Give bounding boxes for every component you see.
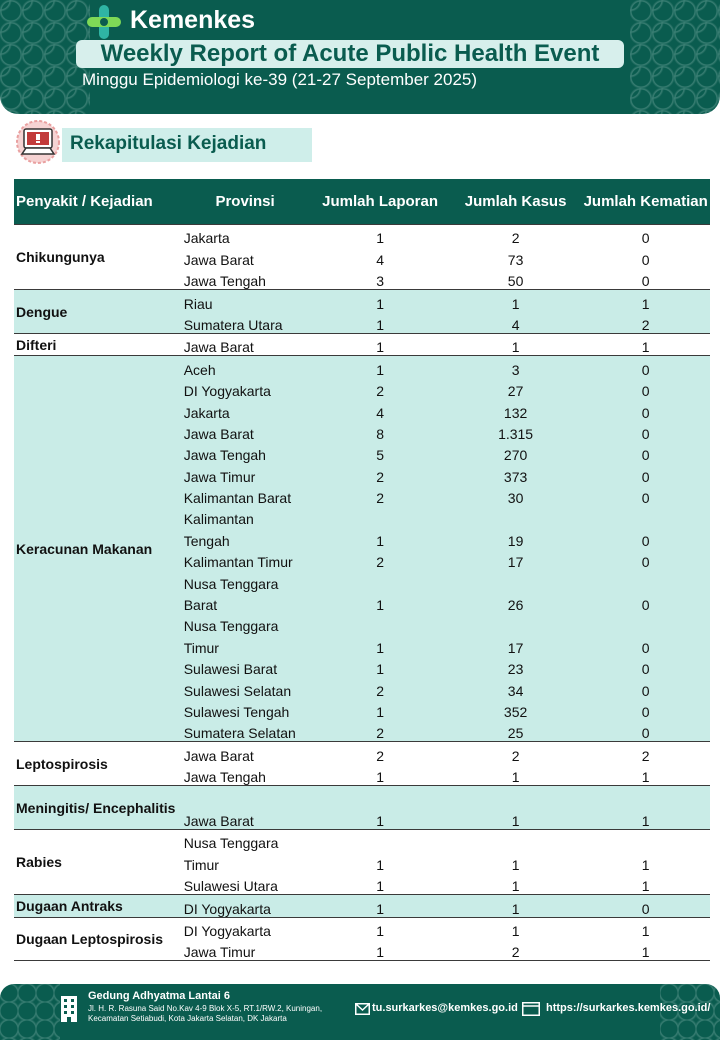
province-cell: Barat — [180, 592, 311, 613]
table-row — [14, 356, 710, 378]
laporan-cell: 1 — [310, 634, 449, 655]
kemenkes-logo-icon — [86, 4, 122, 40]
province-cell: Sulawesi Utara — [183, 878, 278, 895]
kasus-cell: 1 — [450, 290, 582, 312]
table-row — [14, 917, 710, 939]
province-cell: Timur — [180, 634, 311, 655]
province-cell: Kalimantan Barat — [180, 485, 311, 506]
kasus-cell — [450, 786, 582, 808]
kematian-cell: 2 — [581, 742, 710, 764]
province-cell: Kalimantan — [180, 506, 311, 527]
footer-building: Gedung Adhyatma Lantai 6 — [88, 990, 231, 1002]
kasus-cell: 4 — [450, 312, 582, 334]
header-jumlah-kematian: Jumlah Kematian — [581, 179, 710, 225]
kasus-cell: 73 — [507, 251, 524, 268]
laporan-cell: 2 — [310, 720, 449, 742]
laporan-cell: 2 — [310, 549, 449, 570]
kasus-cell: 373 — [450, 463, 582, 484]
kematian-cell: 0 — [581, 399, 710, 420]
kasus-cell: 1.315 — [450, 421, 582, 442]
province-cell: Sumatera Selatan — [180, 720, 311, 742]
laporan-cell: 4 — [310, 399, 449, 420]
section-title: Rekapitulasi Kejadian — [70, 133, 267, 154]
kematian-cell: 1 — [641, 878, 650, 895]
laporan-cell: 1 — [310, 699, 449, 720]
kematian-cell: 1 — [641, 944, 650, 961]
province-cell: Jawa Timur — [183, 944, 256, 961]
building-icon — [60, 995, 78, 1023]
province-cell: Nusa Tenggara — [180, 570, 311, 591]
kasus-cell — [450, 570, 582, 591]
kematian-cell — [581, 829, 710, 851]
kasus-cell: 23 — [450, 656, 582, 677]
kematian-cell: 0 — [581, 527, 710, 548]
laporan-cell: 1 — [310, 656, 449, 677]
kematian-cell: 0 — [581, 634, 710, 655]
disease-name: Rabies — [14, 829, 180, 894]
kematian-cell: 1 — [581, 333, 710, 355]
kasus-cell: 1 — [511, 769, 520, 786]
disease-name: Dengue — [14, 290, 180, 334]
report-footer — [0, 984, 720, 1040]
laporan-cell: 1 — [376, 856, 384, 873]
laporan-cell — [310, 613, 449, 634]
kasus-cell: 1 — [450, 917, 582, 939]
laporan-cell: 1 — [310, 356, 449, 378]
report-subtitle: Minggu Epidemiologi ke-39 (21-27 September 2025) — [82, 70, 478, 89]
kasus-cell: 17 — [450, 634, 582, 655]
kematian-cell: 1 — [581, 290, 710, 312]
laporan-cell: 2 — [310, 742, 449, 764]
table-body — [14, 225, 710, 961]
kematian-cell: 0 — [581, 421, 710, 442]
laporan-cell: 1 — [310, 333, 449, 355]
footer-email[interactable]: tu.surkarkes@kemkes.go.id — [372, 1002, 518, 1014]
province-cell: Sulawesi Barat — [180, 656, 311, 677]
laporan-cell — [310, 570, 449, 591]
kematian-cell: 1 — [581, 808, 710, 830]
laporan-cell: 1 — [310, 527, 449, 548]
province-cell: Jawa Timur — [180, 463, 311, 484]
kematian-cell: 0 — [581, 592, 710, 613]
province-cell: Nusa Tenggara — [180, 829, 311, 851]
province-cell: Sumatera Utara — [180, 312, 311, 334]
brand-name: Kemenkes — [130, 6, 256, 34]
laporan-cell: 1 — [376, 769, 384, 786]
header-provinsi: Provinsi — [180, 179, 311, 225]
table-row — [14, 829, 710, 851]
kasus-cell: 1 — [450, 895, 582, 917]
province-cell: Tengah — [180, 527, 311, 548]
laporan-cell — [310, 506, 449, 527]
browser-icon — [522, 1002, 540, 1016]
kasus-cell: 2 — [450, 225, 582, 247]
kematian-cell: 0 — [581, 442, 710, 463]
kematian-cell — [581, 570, 710, 591]
kasus-cell: 50 — [507, 273, 524, 290]
report-title: Weekly Report of Acute Public Health Event — [76, 40, 624, 68]
kasus-cell — [450, 613, 582, 634]
laporan-cell: 8 — [310, 421, 449, 442]
province-cell: Nusa Tenggara — [180, 613, 311, 634]
report-header — [0, 0, 720, 114]
kasus-cell: 3 — [450, 356, 582, 378]
kematian-cell: 0 — [581, 549, 710, 570]
province-cell: Sulawesi Tengah — [180, 699, 311, 720]
laporan-cell: 1 — [310, 592, 449, 613]
laporan-cell: 2 — [310, 485, 449, 506]
province-cell: Riau — [180, 290, 311, 312]
province-cell: Jawa Barat — [183, 251, 254, 268]
kematian-cell — [581, 613, 710, 634]
kematian-cell: 0 — [581, 656, 710, 677]
kasus-cell: 2 — [511, 944, 520, 961]
monitor-alert-icon — [14, 120, 62, 166]
header-penyakit: Penyakit / Kejadian — [14, 179, 180, 225]
kasus-cell: 132 — [450, 399, 582, 420]
header-jumlah-laporan: Jumlah Laporan — [310, 179, 449, 225]
laporan-cell: 2 — [310, 463, 449, 484]
batik-ornament-right — [630, 0, 720, 114]
province-cell: DI Yogyakarta — [180, 378, 311, 399]
disease-name: Chikungunya — [14, 225, 180, 290]
kematian-cell: 0 — [581, 720, 710, 742]
kasus-cell: 1 — [450, 333, 582, 355]
kematian-cell: 0 — [581, 485, 710, 506]
laporan-cell: 1 — [310, 312, 449, 334]
province-cell: Jawa Tengah — [183, 273, 266, 290]
table-row — [14, 895, 710, 917]
province-cell: Timur — [183, 856, 219, 873]
province-cell: DI Yogyakarta — [180, 917, 311, 939]
province-cell: Jawa Tengah — [180, 442, 311, 463]
kasus-cell: 30 — [450, 485, 582, 506]
kematian-cell: 0 — [641, 251, 650, 268]
footer-ornament-left — [0, 984, 60, 1040]
laporan-cell: 2 — [310, 677, 449, 698]
laporan-cell: 1 — [310, 895, 449, 917]
kasus-cell: 27 — [450, 378, 582, 399]
kematian-cell: 0 — [581, 699, 710, 720]
kasus-cell: 270 — [450, 442, 582, 463]
disease-name: Dugaan Leptospirosis — [14, 917, 180, 961]
kematian-cell: 0 — [581, 356, 710, 378]
province-cell: Aceh — [180, 356, 311, 378]
province-cell: Jawa Barat — [180, 742, 311, 764]
province-cell: Kalimantan Timur — [180, 549, 311, 570]
disease-name: Meningitis/ Encephalitis — [14, 786, 180, 830]
table-row — [14, 742, 710, 764]
kasus-cell: 352 — [450, 699, 582, 720]
disease-name: Dugaan Antraks — [14, 895, 180, 917]
kematian-cell: 0 — [581, 677, 710, 698]
laporan-cell: 1 — [310, 290, 449, 312]
kasus-cell: 34 — [450, 677, 582, 698]
kasus-cell — [450, 506, 582, 527]
kematian-cell: 1 — [641, 769, 650, 786]
kematian-cell: 1 — [581, 917, 710, 939]
recap-table — [14, 179, 710, 961]
kematian-cell: 0 — [641, 273, 650, 290]
kematian-cell: 2 — [581, 312, 710, 334]
kematian-cell: 0 — [581, 895, 710, 917]
laporan-cell: 2 — [310, 378, 449, 399]
kasus-cell: 1 — [511, 856, 520, 873]
footer-website[interactable]: https://surkarkes.kemkes.go.id/ — [546, 1002, 711, 1014]
disease-name: Leptospirosis — [14, 742, 180, 786]
province-cell: Jakarta — [180, 399, 311, 420]
kasus-cell: 19 — [450, 527, 582, 548]
table-row — [14, 786, 710, 808]
province-cell: Jawa Barat — [180, 808, 311, 830]
laporan-cell: 1 — [310, 917, 449, 939]
laporan-cell: 1 — [376, 878, 384, 895]
disease-name: Keracunan Makanan — [14, 356, 180, 742]
province-cell: Jawa Tengah — [183, 769, 266, 786]
kasus-cell: 1 — [511, 878, 520, 895]
footer-address: Jl. H. R. Rasuna Said No.Kav 4-9 Blok X-5, RT.1/RW.2, Kuningan, Kecamatan Setiabudi, Kota Jakarta Selatan, DK Jakarta — [88, 1004, 323, 1023]
laporan-cell: 1 — [376, 944, 384, 961]
kematian-cell — [581, 786, 710, 808]
province-cell: DI Yogyakarta — [180, 895, 311, 917]
table-row — [14, 225, 710, 247]
table-row — [14, 333, 710, 355]
province-cell: Jawa Barat — [180, 333, 311, 355]
kematian-cell: 1 — [641, 856, 650, 873]
kematian-cell: 0 — [581, 378, 710, 399]
laporan-cell: 1 — [310, 808, 449, 830]
laporan-cell: 5 — [310, 442, 449, 463]
header-jumlah-kasus: Jumlah Kasus — [450, 179, 582, 225]
table-header-row — [14, 179, 710, 225]
province-cell: Jawa Barat — [180, 421, 311, 442]
kasus-cell: 1 — [450, 808, 582, 830]
kasus-cell — [450, 829, 582, 851]
disease-name: Difteri — [14, 333, 180, 355]
laporan-cell — [310, 786, 449, 808]
laporan-cell: 3 — [376, 273, 384, 290]
kasus-cell: 26 — [450, 592, 582, 613]
kasus-cell: 17 — [450, 549, 582, 570]
laporan-cell — [310, 829, 449, 851]
kasus-cell: 25 — [450, 720, 582, 742]
province-cell: Sulawesi Selatan — [180, 677, 311, 698]
province-cell: Jakarta — [180, 225, 311, 247]
kematian-cell: 0 — [581, 463, 710, 484]
kematian-cell — [581, 506, 710, 527]
province-cell — [180, 786, 311, 808]
table-row — [14, 290, 710, 312]
laporan-cell: 1 — [310, 225, 449, 247]
mail-icon — [355, 1003, 370, 1015]
kasus-cell: 2 — [450, 742, 582, 764]
laporan-cell: 4 — [376, 251, 384, 268]
kematian-cell: 0 — [581, 225, 710, 247]
